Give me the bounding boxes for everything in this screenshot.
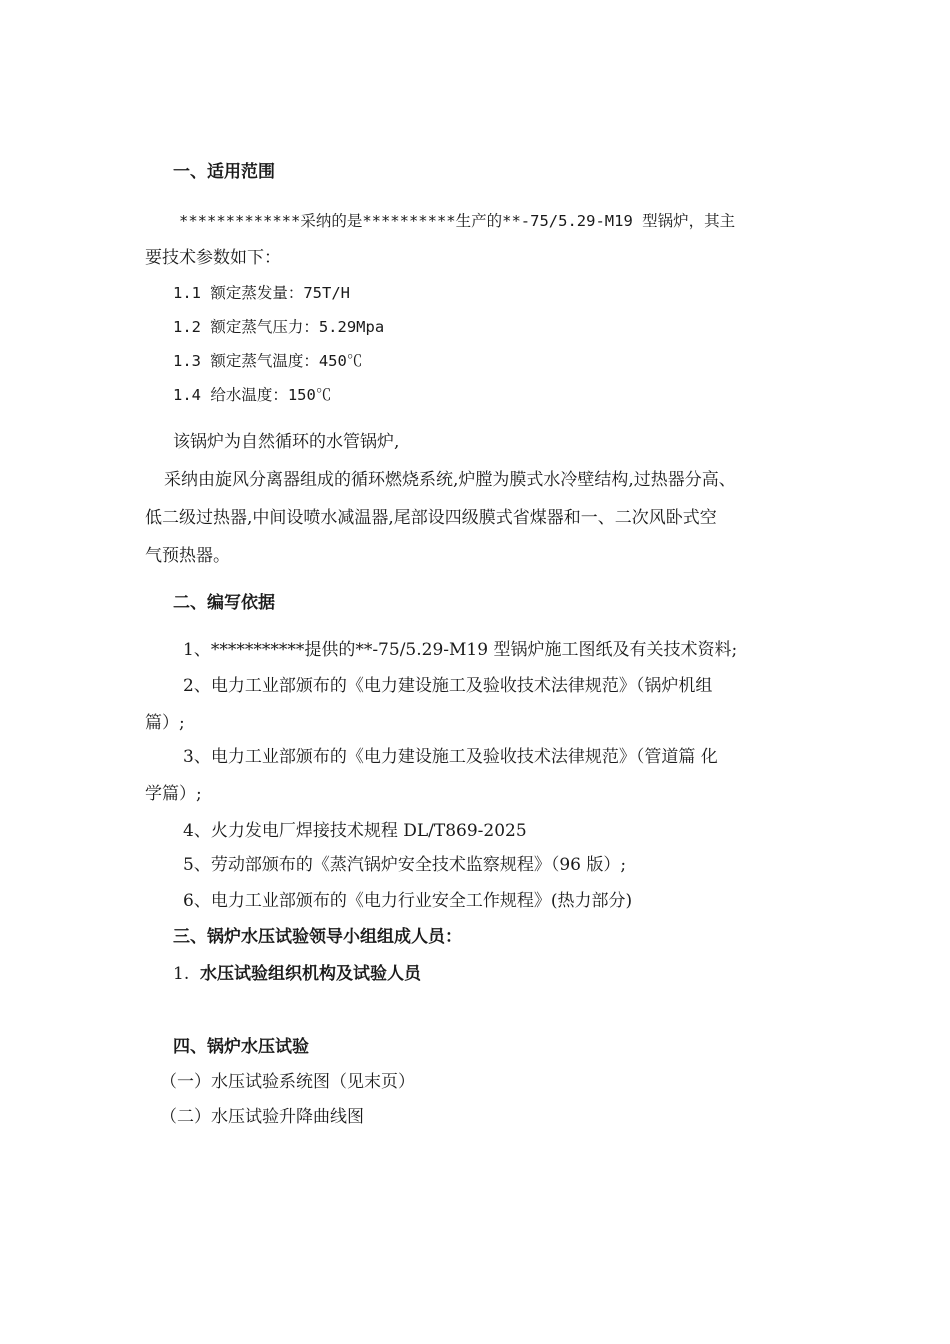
section2-heading: 二、编写依据	[173, 593, 275, 613]
section3-sub-title: 水压试验组织机构及试验人员	[200, 964, 421, 984]
basis-item-3-line1: 3、电力工业部颁布的《电力建设施工及验收技术法律规范》（管道篇 化	[183, 747, 718, 767]
basis-item-3-line2: 学篇）;	[145, 784, 202, 804]
basis-item-4: 4、火力发电厂焊接技术规程 DL/T869-2025	[183, 821, 527, 841]
param-item: 1.2 额定蒸气压力：5.29Mpa	[173, 318, 385, 336]
basis-item-2-line1: 2、电力工业部颁布的《电力建设施工及验收技术法律规范》（锅炉机组	[183, 676, 713, 696]
test-item-2: （二）水压试验升降曲线图	[160, 1107, 364, 1127]
param-item: 1.4 给水温度：150℃	[173, 386, 332, 404]
basis-item-5: 5、劳动部颁布的《蒸汽锅炉安全技术监察规程》（96 版）;	[183, 855, 627, 875]
section1-desc-line4: 气预热器。	[145, 546, 230, 566]
section1-intro-line2: 要技术参数如下：	[145, 248, 281, 268]
test-item-1: （一）水压试验系统图（见末页）	[160, 1072, 415, 1092]
section3-sub-number: 1.	[173, 964, 190, 984]
param-item: 1.3 额定蒸气温度：450℃	[173, 352, 363, 370]
section4-heading: 四、锅炉水压试验	[173, 1037, 309, 1057]
param-item: 1.1 额定蒸发量：75T/H	[173, 284, 350, 302]
section1-heading: 一、适用范围	[173, 162, 275, 182]
basis-item-6: 6、电力工业部颁布的《电力行业安全工作规程》(热力部分)	[183, 891, 633, 911]
section1-desc-line1: 该锅炉为自然循环的水管锅炉,	[173, 432, 400, 452]
section1-intro-line1: *************采纳的是**********生产的**-75/5.29-M19 型锅炉，其主	[179, 212, 736, 230]
basis-item-2-line2: 篇）;	[145, 713, 185, 733]
section1-desc-line3: 低二级过热器,中间设喷水减温器,尾部设四级膜式省煤器和一、二次风卧式空	[145, 508, 717, 528]
section1-desc-line2: 采纳由旋风分离器组成的循环燃烧系统,炉膛为膜式水冷壁结构,过热器分高、	[164, 470, 736, 490]
section3-heading: 三、锅炉水压试验领导小组组成人员：	[173, 927, 462, 947]
basis-item-1: 1、***********提供的**-75/5.29-M19 型锅炉施工图纸及有关技术资料;	[183, 640, 738, 660]
